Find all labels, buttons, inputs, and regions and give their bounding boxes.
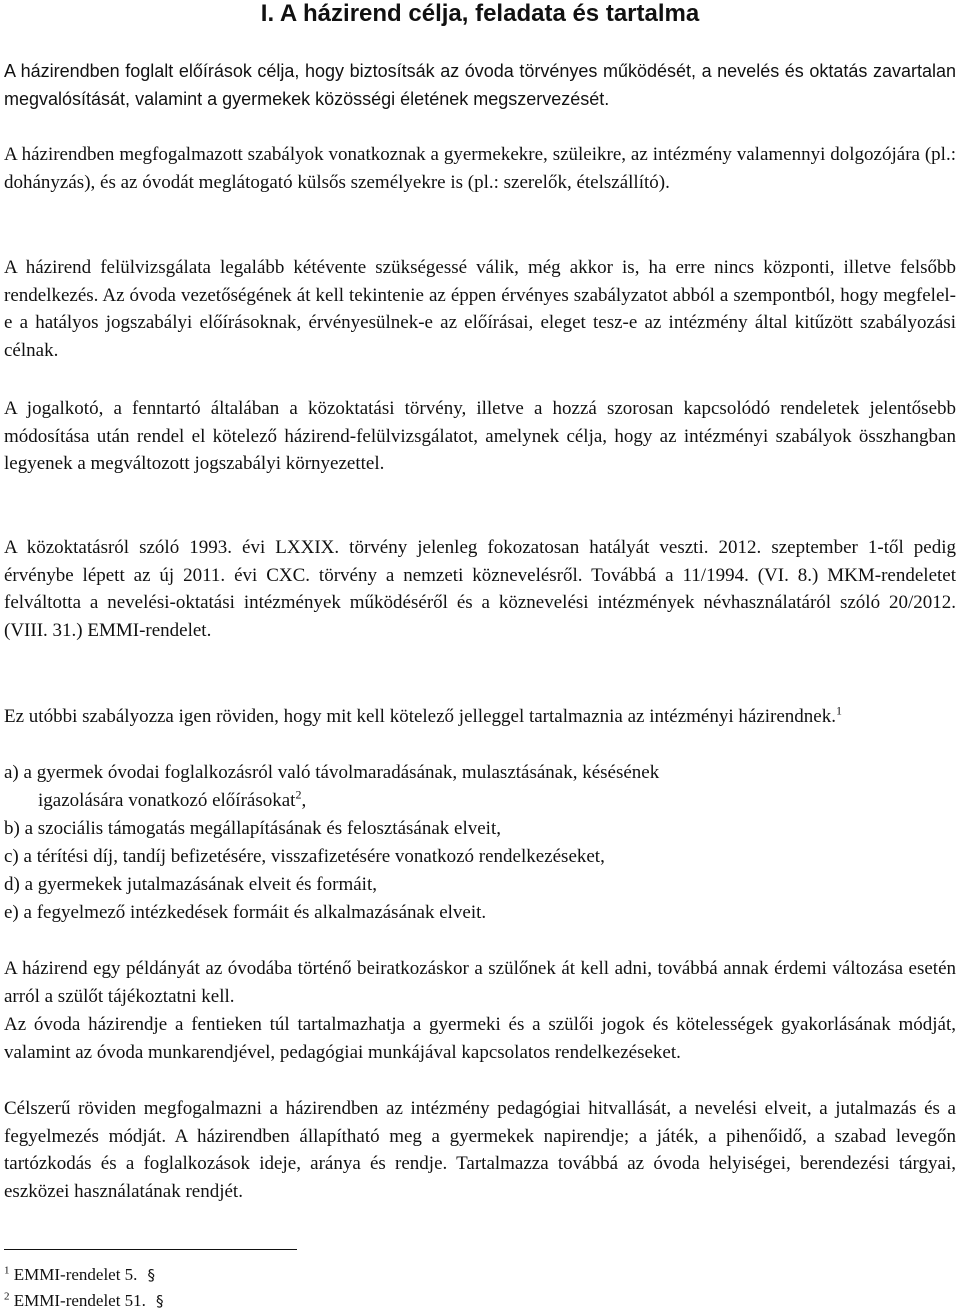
paragraph-purpose: A házirendben foglalt előírások célja, hogy biztosítsák az óvoda törvényes működését, a nevelés és oktatás zavartalan megvalósítását, valamint a gyermekek közösségi életének megszervezését. bbox=[4, 61, 956, 109]
paragraph-regulation bbox=[4, 703, 956, 731]
footnote-2 bbox=[4, 1290, 163, 1312]
footnote-1-text: EMMI-rendelet 5. bbox=[13, 1265, 138, 1284]
footnote-ref-1: 1 bbox=[835, 703, 842, 718]
footnote-2-text: EMMI-rendelet 51. bbox=[13, 1291, 146, 1310]
paragraph-scope bbox=[4, 141, 956, 196]
paragraph-regulation-text: Ez utóbbi szabályozza igen röviden, hogy mit kell kötelező jelleggel tartalmaznia az intézményi házirendnek. bbox=[4, 706, 836, 727]
paragraph-laws: A közoktatásról szóló 1993. évi LXXIX. törvény jelenleg fokozatosan hatályát veszti. 2012. szeptember 1-től pedig érvénybe lépett az új 2011. évi CXC. törvény a nemzeti köznevelésről. Továbbá a 11/1994. (VI. 8.) MKM-rendeletet felváltotta a nevelési-oktatási intézmények működéséről és a köznevelési intézmények névhasználatáról szóló 20/2012. (VIII. 31.) EMMI-rendelet. bbox=[4, 537, 956, 641]
paragraph-copy: A házirend egy példányát az óvodába történő beiratkozáskor a szülőnek át kell adni, továbbá annak érdemi változása esetén arról a szülőt tájékoztatni kell. bbox=[4, 958, 956, 1007]
footnote-1 bbox=[4, 1264, 155, 1286]
paragraph-scope-text: A házirendben megfogalmazott szabályok vonatkoznak a gyermekekre, szüleikre, az intézmény valamennyi dolgozójára (pl.: dohányzás), és az óvodát meglátogató külsős személyekre is (pl.: szerelők, ételszállító). bbox=[4, 144, 956, 193]
footnote-2-number: 2 bbox=[4, 1290, 10, 1303]
footnote-1-number: 1 bbox=[4, 1264, 10, 1277]
list-item-a bbox=[4, 759, 956, 814]
footnote-2-sign: § bbox=[155, 1292, 164, 1310]
paragraph-legislator: A jogalkotó, a fenntartó általában a közoktatási törvény, illetve a hozzá szorosan kapcsolódó rendeletek jelentősebb módosítása után rendel el kötelező házirend-felülvizsgálatot, amelynek célja, hogy az intézményi szabályok összhangban legyenek a megváltozott jogszabályi környezettel. bbox=[4, 398, 956, 475]
paragraph-rights: Az óvoda házirendje a fentieken túl tartalmazhatja a gyermeki és a szülői jogok és kötelességek gyakorlásának módját, valamint az óvoda munkarendjével, pedagógiai munkájával kapcsolatos rendelkezéseket. bbox=[4, 1014, 956, 1063]
list-item-a-line1: a) a gyermek óvodai foglalkozásról való távolmaradásának, mulasztásának, késésének bbox=[4, 762, 660, 783]
footnote-divider bbox=[4, 1249, 297, 1250]
paragraph-pedagogy: Célszerű röviden megfogalmazni a házirendben az intézmény pedagógiai hitvallását, a nevelési elveit, a jutalmazás és a fegyelmezés módját. A házirendben állapítható meg a gyermekek napirendje; a játék, a pihenőidő, a szabad levegőn tartózkodás és a foglalkozások ideje, aránya és rendje. Tartalmazza továbbá az óvoda helyiségei, berendezési tárgyai, eszközei használatának rendjét. bbox=[4, 1098, 956, 1202]
page-title: I. A házirend célja, feladata és tartalma bbox=[260, 0, 700, 27]
footnote-1-sign: § bbox=[147, 1266, 155, 1284]
list-item-a-end: , bbox=[301, 789, 307, 811]
list-item-e: e) a fegyelmező intézkedések formáit és alkalmazásának elveit. bbox=[4, 902, 487, 923]
list-item-b: b) a szociális támogatás megállapításának és felosztásának elveit, bbox=[4, 818, 501, 839]
list-item-a-text: igazolására vonatkozó előírásokat bbox=[38, 789, 296, 811]
paragraph-review: A házirend felülvizsgálata legalább kétévente szükségessé válik, még akkor is, ha erre nincs központi, illetve felsőbb rendelkezés. Az óvoda vezetőségének át kell tekintenie az éppen érvényes szabályzatot abból a szempontból, hogy megfelel-e a hatályos jogszabályi előírásoknak, érvényesülnek-e az előírásai, eleget tesz-e az intézmény által kitűzött szabályozási célnak. bbox=[4, 257, 956, 361]
list-item-c: c) a térítési díj, tandíj befizetésére, visszafizetésére vonatkozó rendelkezéseket, bbox=[4, 846, 605, 867]
footnote-ref-2: 2 bbox=[295, 787, 302, 802]
list-item-a-line2 bbox=[4, 787, 307, 811]
list-item-d: d) a gyermekek jutalmazásának elveit és formáit, bbox=[4, 874, 377, 895]
